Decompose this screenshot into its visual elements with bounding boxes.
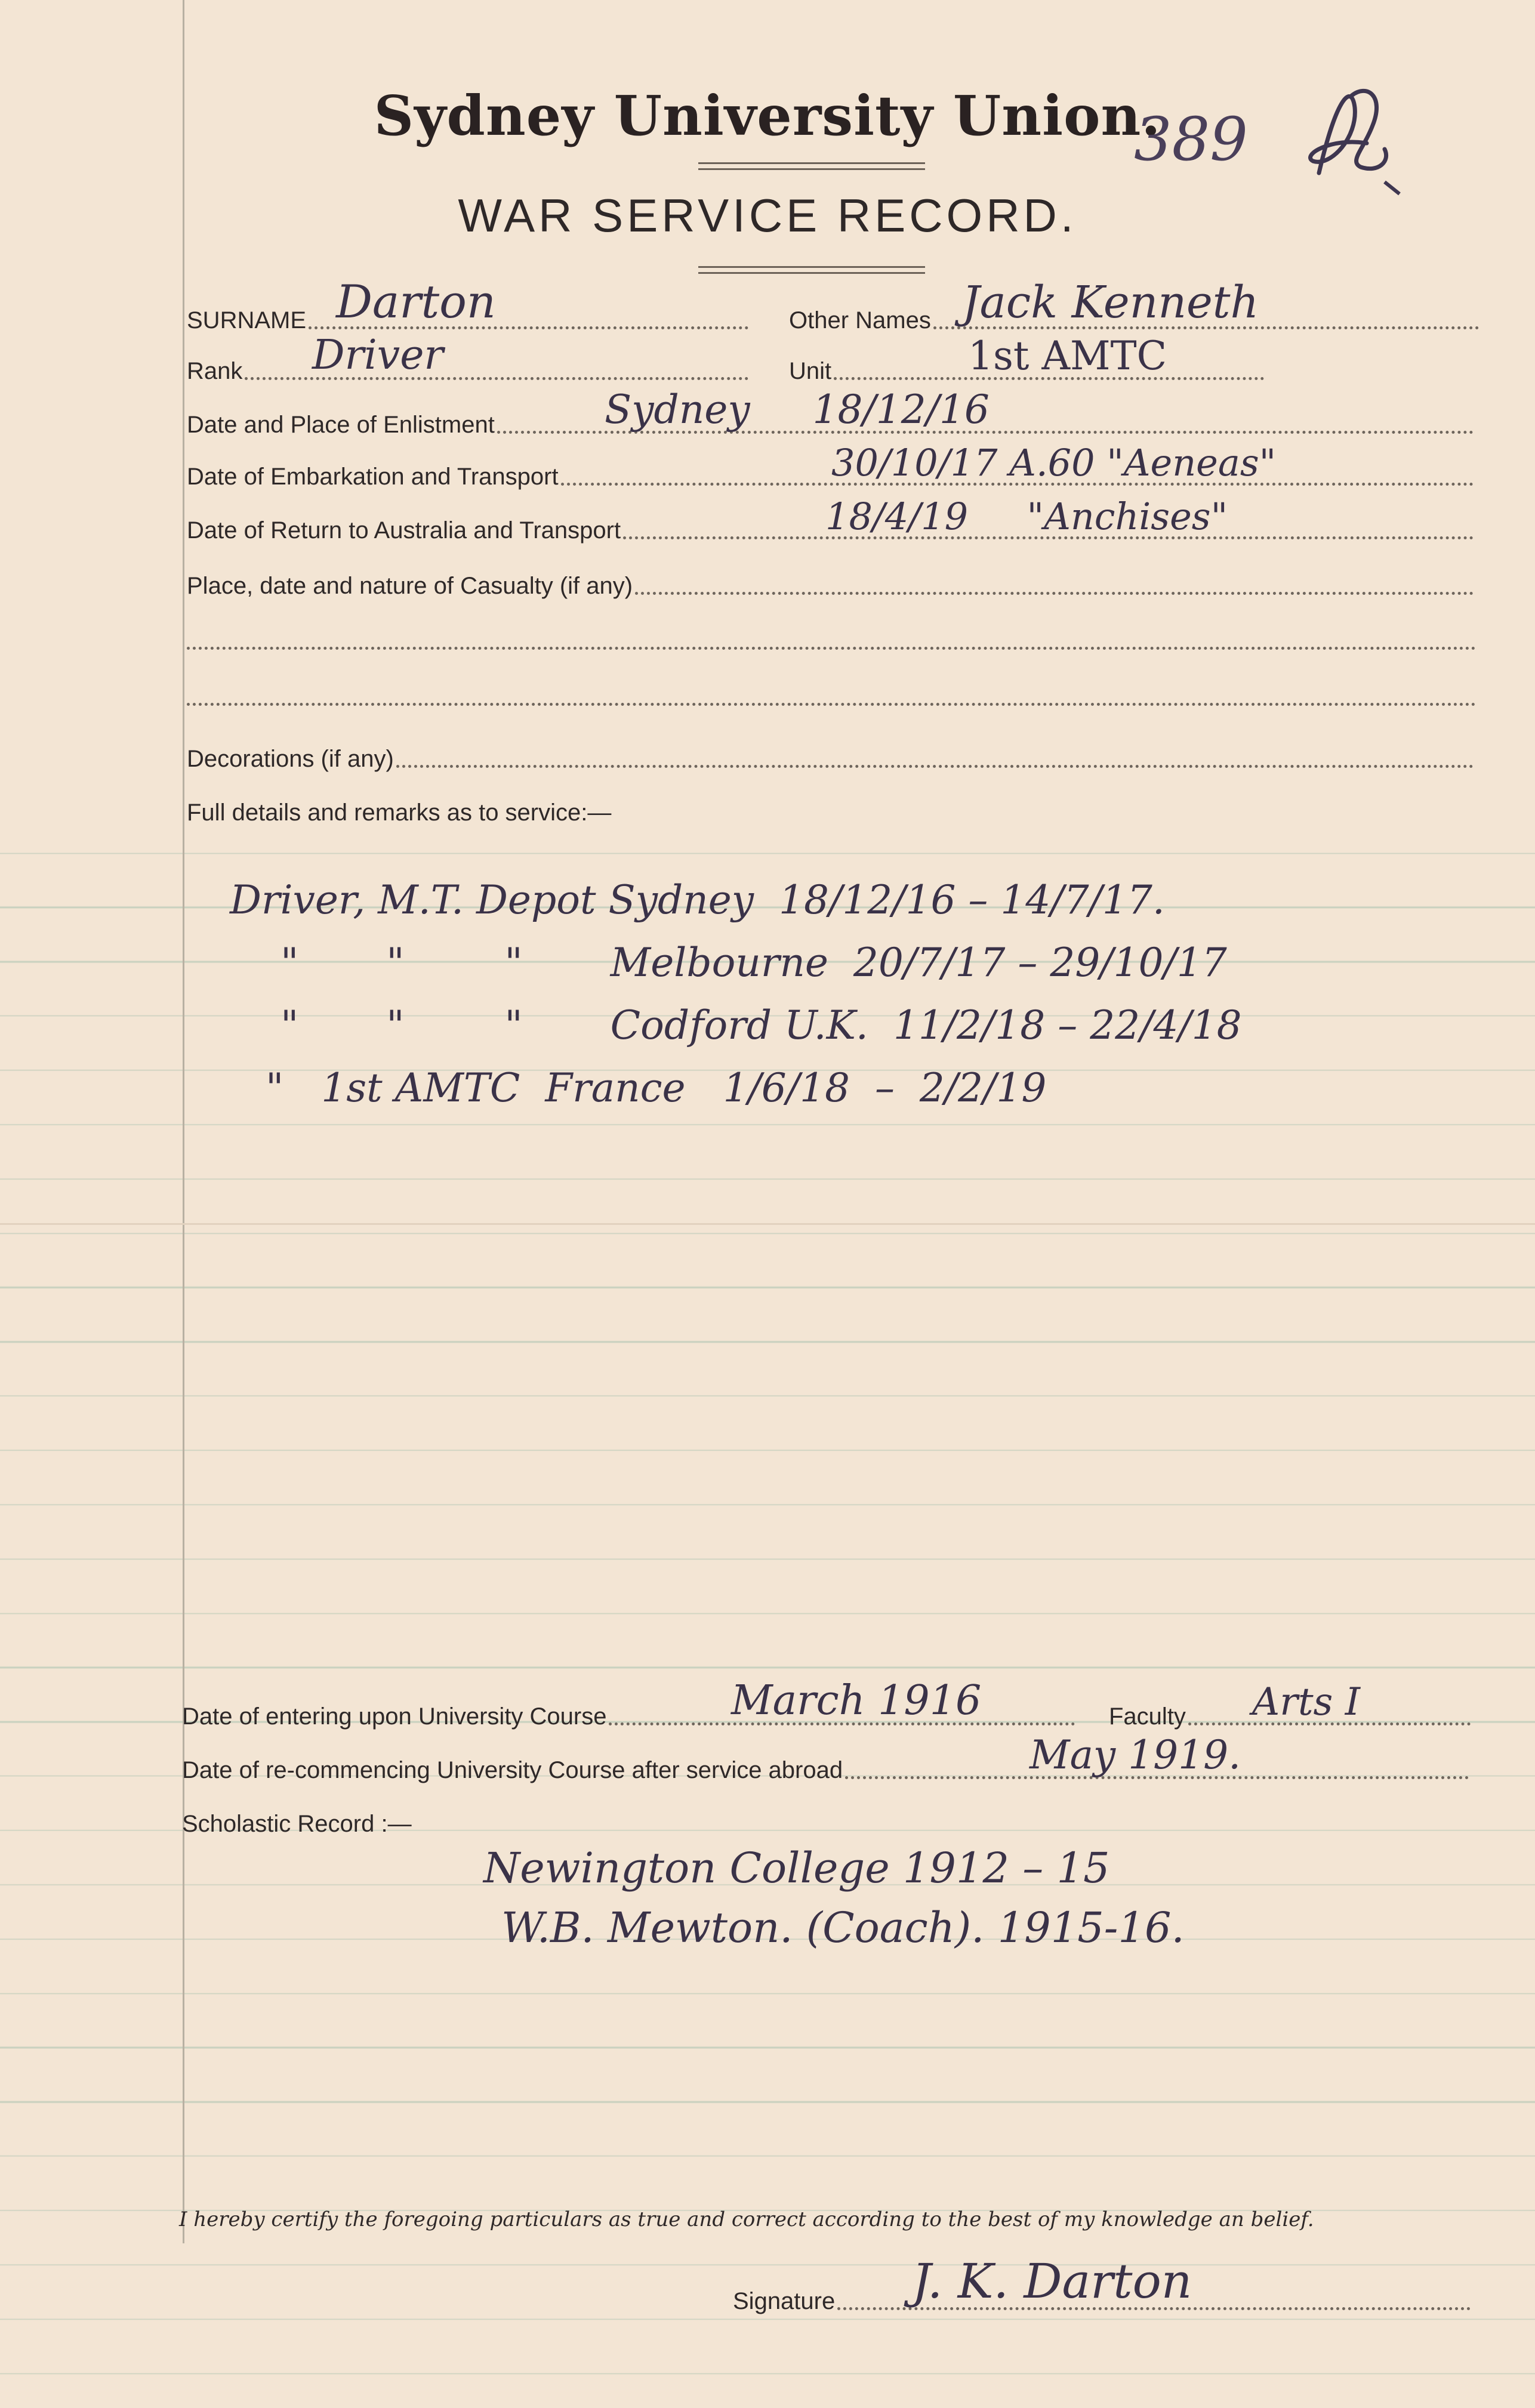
return-row bbox=[187, 495, 1476, 544]
service-remark-line: " " " Codford U.K. 11/2/18 – 22/4/18 bbox=[281, 1002, 1242, 1048]
university-entering-label: Date of entering upon University Course bbox=[182, 1703, 607, 1730]
university-recommencing-row bbox=[182, 1732, 1471, 1784]
other-names-value: Jack Kenneth bbox=[962, 277, 1259, 328]
surname-value: Darton bbox=[336, 275, 496, 328]
service-remark-line: " " " Melbourne 20/7/17 – 29/10/17 bbox=[281, 940, 1227, 986]
reference-number: 389 bbox=[1134, 104, 1248, 174]
scholastic-line: W.B. Mewton. (Coach). 1915-16. bbox=[501, 1903, 1185, 1952]
rank-label: Rank bbox=[187, 358, 243, 384]
scholastic-label: Scholastic Record :— bbox=[182, 1811, 412, 1837]
enlistment-row bbox=[187, 387, 1476, 439]
remarks-label-row bbox=[187, 791, 903, 826]
signature-value: J. K. Darton bbox=[912, 2253, 1192, 2309]
rank-row bbox=[187, 332, 751, 385]
faculty-row bbox=[1109, 1680, 1473, 1730]
scholastic-label-row bbox=[182, 1802, 600, 1838]
casualty-continuation-2 bbox=[187, 703, 1476, 706]
margin-rule bbox=[183, 0, 184, 2243]
university-recommencing-value: May 1919. bbox=[1030, 1732, 1241, 1778]
return-label: Date of Return to Australia and Transport bbox=[187, 517, 621, 544]
subtitle-rule-lower bbox=[698, 272, 925, 274]
university-entering-value: March 1916 bbox=[731, 1677, 982, 1724]
casualty-label: Place, date and nature of Casualty (if any) bbox=[187, 573, 633, 599]
embarkation-label: Date of Embarkation and Transport bbox=[187, 464, 559, 490]
service-remark-line: Driver, M.T. Depot Sydney 18/12/16 – 14/7/17. bbox=[230, 877, 1165, 923]
decorations-row bbox=[187, 737, 1476, 773]
casualty-row bbox=[187, 564, 1476, 600]
title-rule-lower bbox=[698, 168, 925, 170]
service-remark-line: " 1st AMTC France 1/6/18 – 2/2/19 bbox=[266, 1065, 1047, 1111]
faculty-label: Faculty bbox=[1109, 1703, 1186, 1730]
page-title: Sydney University Union. bbox=[374, 84, 1161, 148]
subtitle-rule-upper bbox=[698, 266, 925, 268]
casualty-continuation-1 bbox=[187, 647, 1476, 650]
embarkation-value: 30/10/17 A.60 "Aeneas" bbox=[831, 441, 1277, 484]
signature-row bbox=[733, 2253, 1473, 2315]
university-entering-row bbox=[182, 1677, 1077, 1730]
surname-label: SURNAME bbox=[187, 307, 307, 334]
enlistment-label: Date and Place of Enlistment bbox=[187, 412, 495, 438]
page-subtitle: WAR SERVICE RECORD. bbox=[458, 189, 1077, 242]
remarks-label: Full details and remarks as to service:— bbox=[187, 799, 612, 826]
rank-value: Driver bbox=[312, 332, 443, 379]
title-rule-upper bbox=[698, 162, 925, 164]
unit-row bbox=[789, 333, 1266, 385]
unit-value: 1st AMTC bbox=[968, 333, 1167, 379]
paper-fold bbox=[0, 1223, 1535, 1225]
return-value: 18/4/19 "Anchises" bbox=[825, 495, 1228, 538]
university-recommencing-label: Date of re-commencing University Course after service abroad bbox=[182, 1757, 843, 1783]
enlistment-value: Sydney 18/12/16 bbox=[605, 387, 990, 433]
unit-label: Unit bbox=[789, 358, 832, 384]
other-names-label: Other Names bbox=[789, 307, 931, 334]
other-names-row bbox=[789, 277, 1481, 334]
scholastic-line: Newington College 1912 – 15 bbox=[483, 1844, 1110, 1893]
signature-label: Signature bbox=[733, 2288, 836, 2314]
embarkation-row bbox=[187, 441, 1476, 490]
decorations-label: Decorations (if any) bbox=[187, 746, 394, 772]
faculty-value: Arts I bbox=[1252, 1680, 1360, 1724]
certification-text: I hereby certify the foregoing particulars as true and correct according to the best of my knowledge an belief. bbox=[179, 2208, 1314, 2231]
surname-row bbox=[187, 275, 751, 334]
